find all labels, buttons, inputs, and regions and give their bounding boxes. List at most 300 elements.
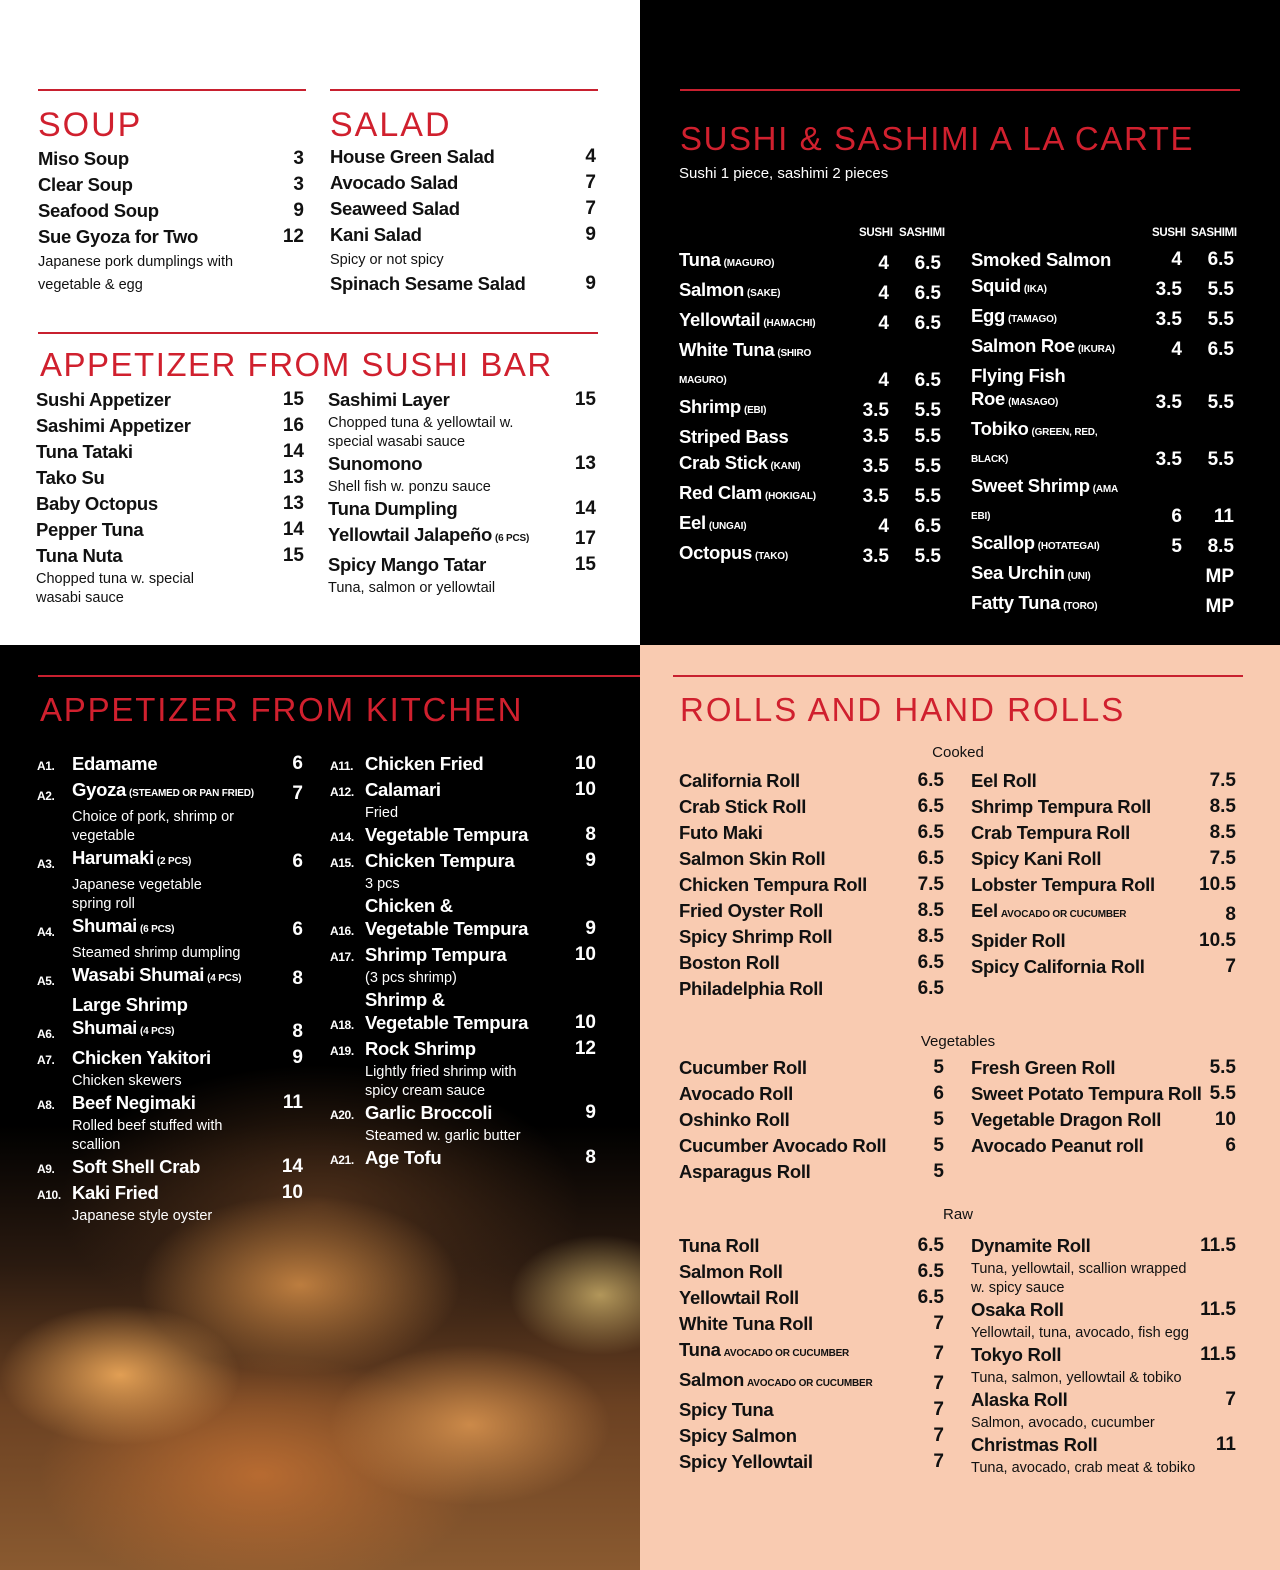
vegetables-list-left (679, 1056, 944, 1186)
menu-item-line (36, 518, 304, 544)
item-price: 7 (933, 1399, 944, 1420)
menu-item-line (971, 274, 1234, 304)
menu-item (971, 334, 1234, 364)
item-code: A5. (37, 974, 55, 988)
item-name (971, 1056, 1210, 1082)
menu-item-line (679, 308, 941, 338)
menu-item (679, 425, 941, 451)
menu-item-line (971, 1234, 1236, 1260)
item-name (679, 308, 843, 338)
item-name (679, 951, 918, 977)
menu-item-line (971, 417, 1234, 474)
item-price: 10 (574, 944, 596, 965)
item-name (365, 894, 585, 943)
item-name-text: Chicken Yakitori (72, 1047, 211, 1068)
menu-item-line (330, 988, 596, 1037)
menu-item-line (679, 511, 941, 541)
item-name (72, 778, 292, 808)
menu-item-line (679, 795, 944, 821)
item-code: A18. (330, 1018, 354, 1032)
item-price: 10 (1214, 1109, 1236, 1130)
item-name-text: White Tuna Roll (679, 1313, 813, 1334)
item-name (679, 1134, 933, 1160)
item-name-text: Crab Tempura Roll (971, 822, 1131, 843)
menu-item (36, 544, 304, 608)
item-name (365, 849, 585, 875)
item-price: 10 (574, 779, 596, 800)
item-name (365, 1146, 585, 1172)
menu-item (971, 417, 1234, 474)
item-description: Yellowtail, tuna, avocado, fish egg (971, 1325, 1189, 1341)
group-cooked-label: Cooked (932, 744, 984, 761)
menu-item (38, 225, 304, 297)
item-name (971, 1234, 1200, 1260)
item-code: A14. (330, 830, 354, 844)
item-code: A10. (37, 1188, 61, 1202)
item-name-text: Shrimp Tempura (365, 944, 507, 965)
item-description: Chicken skewers (72, 1073, 182, 1089)
menu-item-line (971, 1343, 1236, 1369)
item-price: 6.5 (917, 1261, 944, 1282)
item-name-text: Soft Shell Crab (72, 1156, 201, 1177)
item-name-text: Spicy Yellowtail (679, 1451, 813, 1472)
sashimi-price: 5.5 (1207, 279, 1234, 300)
item-name (679, 1160, 933, 1186)
sushi-bar-list-right (328, 388, 596, 598)
item-name-text: Sashimi Appetizer (36, 415, 191, 436)
item-code: A17. (330, 950, 354, 964)
menu-item (679, 278, 941, 308)
item-name (971, 873, 1199, 899)
item-name-text: Futo Maki (679, 822, 763, 843)
item-name (328, 388, 566, 414)
item-name-text: Tokyo Roll (971, 1344, 1062, 1365)
menu-item (37, 914, 303, 963)
menu-item-line (971, 1082, 1236, 1108)
menu-item-line (679, 278, 941, 308)
item-name (679, 1312, 933, 1338)
menu-item-line (679, 925, 944, 951)
menu-item (38, 199, 304, 225)
sushi-price: 3.5 (862, 400, 889, 421)
item-price: 14 (281, 1156, 303, 1177)
item-description: Tuna, salmon, yellowtail & tobiko (971, 1370, 1182, 1386)
menu-item-line (971, 1134, 1236, 1160)
menu-item-line (971, 591, 1234, 621)
item-name (365, 752, 575, 778)
menu-item-line (330, 1146, 596, 1172)
menu-item (38, 173, 304, 199)
item-name-text: Sunomono (328, 453, 423, 474)
menu-item (330, 145, 596, 171)
divider (330, 89, 598, 91)
item-name-text: Wasabi Shumai (72, 964, 205, 985)
menu-item-line (36, 466, 304, 492)
menu-item-line (328, 523, 596, 553)
item-name (36, 414, 274, 440)
item-name-text: Tuna (679, 1339, 721, 1360)
item-name (679, 511, 843, 541)
vegetables-list-right (971, 1056, 1236, 1160)
sushi-price: 4 (1171, 249, 1182, 270)
divider (38, 89, 306, 91)
item-name-text: Scallop (971, 532, 1035, 553)
item-name-text: Eel (679, 512, 706, 533)
menu-item-line (36, 388, 304, 414)
menu-item (328, 553, 596, 598)
item-price: 5.5 (1209, 1057, 1236, 1078)
menu-item-line (328, 553, 596, 579)
item-name-text: Spicy California Roll (971, 956, 1145, 977)
menu-item (36, 440, 304, 466)
menu-item-line (37, 963, 303, 993)
item-code: A21. (330, 1153, 354, 1167)
menu-item (330, 823, 596, 849)
menu-item (330, 1037, 596, 1101)
menu-item (971, 591, 1234, 621)
menu-item-line (971, 561, 1234, 591)
item-name-text: Sea Urchin (971, 562, 1065, 583)
divider (680, 89, 1240, 91)
menu-item-line (330, 823, 596, 849)
item-name-text: Alaska Roll (971, 1389, 1068, 1410)
item-name-text: Fresh Green Roll (971, 1057, 1116, 1078)
item-price: 6 (292, 753, 303, 774)
item-code: A1. (37, 759, 55, 773)
sushi-subtitle: Sushi 1 piece, sashimi 2 pieces (679, 165, 889, 182)
item-name (679, 278, 843, 308)
item-price: 15 (282, 545, 304, 566)
menu-item (679, 1338, 944, 1368)
item-price: 7.5 (917, 874, 944, 895)
item-price: 6.5 (917, 848, 944, 869)
item-name (36, 544, 274, 570)
item-description: Japanese vegetable spring roll (72, 877, 202, 912)
item-note: (TAKO) (754, 551, 788, 562)
menu-item-line (679, 1160, 944, 1186)
salad-heading: SALAD (330, 106, 452, 144)
item-name (72, 1046, 292, 1072)
menu-item (37, 846, 303, 914)
item-name (72, 1091, 283, 1117)
sushi-price: 3.5 (1155, 449, 1182, 470)
menu-item (679, 925, 944, 951)
item-name-text: Eel (971, 900, 998, 921)
item-note: (SAKE) (747, 288, 781, 299)
item-name-text: Sue Gyoza for Two (38, 226, 199, 247)
item-note: (HOKIGAL) (764, 491, 816, 502)
item-name-text: Large Shrimp Shumai (72, 994, 188, 1038)
item-price: 15 (574, 389, 596, 410)
menu-item (328, 388, 596, 452)
soup-salad-panel (0, 0, 640, 645)
menu-item-line (679, 1260, 944, 1286)
item-note: (UNI) (1067, 571, 1091, 582)
menu-item-line (971, 1108, 1236, 1134)
menu-item (679, 338, 941, 395)
item-name-text: Tuna Dumpling (328, 498, 458, 519)
item-name (36, 388, 274, 414)
item-price: 5.5 (1209, 1083, 1236, 1104)
menu-item (679, 951, 944, 977)
menu-item (971, 1234, 1236, 1298)
sushi-price (1136, 588, 1182, 591)
item-name-text: House Green Salad (330, 146, 495, 167)
menu-item-line (330, 1037, 596, 1063)
item-description: 3 pcs (365, 876, 400, 892)
sashimi-price: MP (1205, 596, 1234, 617)
sashimi-price: 8.5 (1207, 536, 1234, 557)
item-name-text: Tuna Nuta (36, 545, 123, 566)
sushi-price: 6 (1171, 506, 1182, 527)
item-name (679, 795, 918, 821)
item-name (365, 988, 575, 1037)
item-name-text: Salmon Roll (679, 1261, 783, 1282)
menu-item-line (679, 425, 941, 451)
item-name-text: California Roll (679, 770, 800, 791)
menu-item (330, 778, 596, 823)
item-price: 10.5 (1199, 930, 1236, 951)
col-sashimi-header: SASHIMI (899, 227, 945, 239)
sashimi-price: 6.5 (1207, 249, 1234, 270)
menu-item (971, 1082, 1236, 1108)
item-name-text: Eel Roll (971, 770, 1037, 791)
item-note: (MASAGO) (1008, 397, 1059, 408)
item-price: 7.5 (1209, 770, 1236, 791)
item-price: 13 (282, 493, 304, 514)
item-name-text: Avocado Roll (679, 1083, 793, 1104)
menu-item (679, 1424, 944, 1450)
menu-item-line (328, 388, 596, 414)
menu-item-line (37, 1155, 303, 1181)
item-name (971, 795, 1210, 821)
item-note: (EBI) (743, 405, 767, 416)
item-name (38, 225, 274, 251)
sushi-heading: SUSHI & SASHIMI A LA CARTE (680, 120, 1195, 157)
menu-item (971, 304, 1234, 334)
item-price: 15 (282, 389, 304, 410)
menu-item (37, 752, 303, 778)
item-name (38, 173, 274, 199)
item-name-text: Christmas Roll (971, 1434, 1098, 1455)
item-name-text: Shrimp (679, 396, 741, 417)
kitchen-list-left (37, 752, 303, 1226)
menu-item-line (679, 1368, 944, 1398)
item-note: (UNGAI) (708, 521, 747, 532)
menu-item-line (330, 894, 596, 943)
item-name (971, 364, 1136, 417)
item-note: (KANI) (770, 461, 801, 472)
item-name (679, 1108, 933, 1134)
item-name-text: Harumaki (72, 847, 154, 868)
col-sushi-header: SUSHI (1152, 227, 1186, 239)
item-name (36, 440, 274, 466)
soup-list (38, 147, 304, 297)
menu-item-line (679, 769, 944, 795)
item-price: 9 (585, 850, 596, 871)
item-note: AVOCADO OR CUCUMBER (723, 1348, 850, 1359)
group-raw-label: Raw (942, 1206, 973, 1223)
item-price: 5 (933, 1161, 944, 1182)
menu-item (330, 988, 596, 1037)
item-name-text: Egg (971, 305, 1006, 326)
sushi-price: 4 (878, 253, 889, 274)
item-name (330, 272, 566, 298)
menu-item (679, 1234, 944, 1260)
item-name (679, 1260, 918, 1286)
item-note: (4 PCS) (207, 973, 242, 984)
menu-item-line (37, 914, 303, 944)
menu-item (679, 899, 944, 925)
sashimi-price: 6.5 (914, 370, 941, 391)
item-price: 6.5 (917, 952, 944, 973)
menu-item-line (679, 451, 941, 481)
sushi-price: 3.5 (862, 546, 889, 567)
item-name-text: Smoked Salmon (971, 249, 1112, 270)
item-price: 3 (293, 174, 304, 195)
menu-item (679, 395, 941, 425)
menu-item (36, 518, 304, 544)
menu-item (330, 943, 596, 988)
item-name (679, 1286, 918, 1312)
menu-item-line (971, 1298, 1236, 1324)
item-description: Spicy or not spicy (330, 252, 444, 268)
item-name-text: Clear Soup (38, 174, 133, 195)
item-name-text: Tobiko (971, 418, 1029, 439)
item-name (72, 914, 292, 944)
item-name-text: Crab Stick (679, 452, 768, 473)
item-name (971, 1298, 1200, 1324)
item-price: 8.5 (1209, 822, 1236, 843)
menu-item (36, 466, 304, 492)
item-name (971, 847, 1210, 873)
item-price: 9 (585, 918, 596, 939)
item-name-text: Spicy Tuna (679, 1399, 774, 1420)
sushi-price (1136, 618, 1182, 621)
sashimi-price: 6.5 (914, 283, 941, 304)
sushi-list-right (971, 248, 1234, 621)
menu-item-line (679, 338, 941, 395)
item-name-text: Shumai (72, 915, 138, 936)
item-description: Steamed shrimp dumpling (72, 945, 241, 961)
item-name-text: Salmon (679, 1369, 745, 1390)
item-name (971, 1343, 1200, 1369)
item-price: 6.5 (917, 1235, 944, 1256)
item-name-text: Miso Soup (38, 148, 129, 169)
menu-item-line (679, 395, 941, 425)
menu-item-line (971, 795, 1236, 821)
item-price: 10.5 (1199, 874, 1236, 895)
item-price: 4 (585, 146, 596, 167)
item-price: 6.5 (917, 978, 944, 999)
item-name-text: Oshinko Roll (679, 1109, 790, 1130)
menu-item-line (679, 1234, 944, 1260)
item-name-text: Fatty Tuna (971, 592, 1061, 613)
menu-item (971, 769, 1236, 795)
item-price: 14 (574, 498, 596, 519)
menu-item-line (971, 873, 1236, 899)
menu-item (679, 1450, 944, 1476)
item-name (72, 752, 292, 778)
item-note: (MAGURO) (723, 258, 775, 269)
item-name (971, 334, 1136, 364)
sushi-price: 3.5 (862, 486, 889, 507)
item-price: 9 (585, 273, 596, 294)
item-name (971, 1082, 1210, 1108)
item-price: 15 (574, 554, 596, 575)
sushi-price: 4 (878, 516, 889, 537)
menu-item-line (330, 1101, 596, 1127)
sashimi-price: 5.5 (1207, 392, 1234, 413)
item-name (971, 417, 1136, 474)
item-name-text: Kani Salad (330, 224, 422, 245)
sashimi-price: 5.5 (914, 486, 941, 507)
item-name (679, 1450, 933, 1476)
item-code: A2. (37, 789, 55, 803)
item-name (679, 1234, 918, 1260)
menu-item-line (971, 474, 1234, 531)
menu-item (679, 873, 944, 899)
item-note: (GREEN, RED, BLACK) (971, 427, 1098, 465)
item-name-text: Red Clam (679, 482, 762, 503)
sashimi-price: 6.5 (914, 516, 941, 537)
sushi-bar-list-left (36, 388, 304, 608)
item-code: A9. (37, 1162, 55, 1176)
item-price: 8 (292, 968, 303, 989)
item-name-text: Spicy Kani Roll (971, 848, 1102, 869)
sashimi-price: 11 (1213, 506, 1234, 527)
menu-item (37, 963, 303, 993)
rolls-heading: ROLLS AND HAND ROLLS (680, 691, 1126, 728)
menu-item (679, 1260, 944, 1286)
raw-list-right (971, 1234, 1236, 1478)
item-name-text: Lobster Tempura Roll (971, 874, 1155, 895)
item-description: Rolled beef stuffed with scallion (72, 1118, 223, 1153)
item-name (328, 523, 566, 553)
item-name (36, 492, 274, 518)
rolls-panel (640, 645, 1280, 1570)
menu-item-line (330, 197, 596, 223)
menu-item (37, 1181, 303, 1226)
item-name-text: Avocado Salad (330, 172, 459, 193)
item-name (38, 147, 274, 173)
item-name-text: Salmon (679, 279, 745, 300)
item-price: 11.5 (1200, 1344, 1236, 1365)
menu-item (971, 274, 1234, 304)
item-name (971, 1134, 1225, 1160)
menu-item (971, 847, 1236, 873)
menu-item-line (37, 778, 303, 808)
item-name (72, 993, 292, 1046)
item-price: 11.5 (1200, 1299, 1236, 1320)
item-price: 8 (585, 824, 596, 845)
item-name-text: Vegetable Tempura (365, 824, 529, 845)
item-name-text: Octopus (679, 542, 752, 563)
item-name (679, 481, 843, 511)
item-name-text: Boston Roll (679, 952, 780, 973)
item-name (971, 274, 1136, 304)
menu-item (679, 451, 941, 481)
menu-item-line (679, 248, 941, 278)
sushi-price: 4 (878, 370, 889, 391)
item-note: (AMA EBI) (971, 484, 1118, 522)
menu-item (971, 561, 1234, 591)
menu-item (330, 223, 596, 272)
item-price: 3 (293, 148, 304, 169)
item-price: 11 (282, 1092, 303, 1113)
item-name (328, 497, 566, 523)
item-name (971, 899, 1225, 929)
